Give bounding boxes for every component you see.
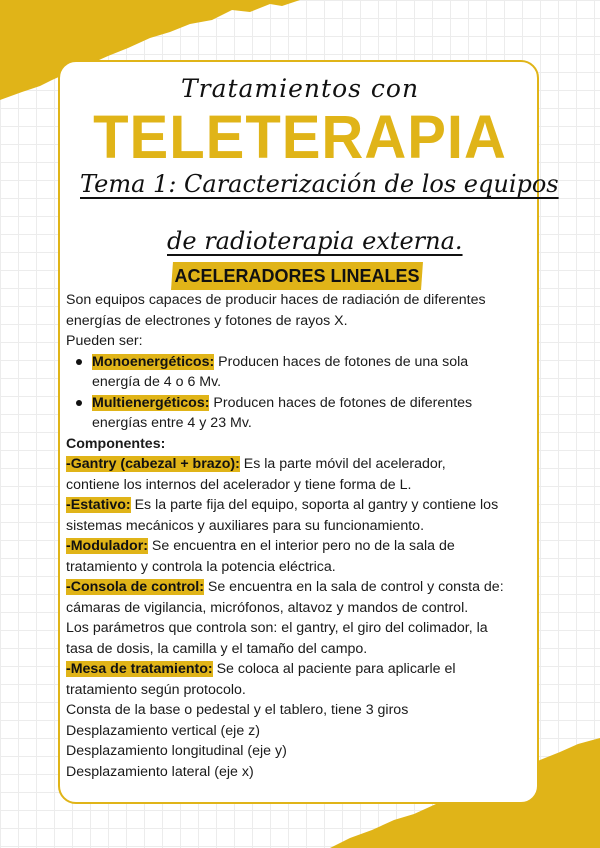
component-entry [66, 659, 536, 680]
component-entry [66, 495, 536, 516]
definition-text: Se encuentra en el interior pero no de la sala de [147, 538, 455, 554]
definition-text: Es la parte fija del equipo, soporta al gantry y contiene los [130, 497, 499, 513]
definition-line: Desplazamiento vertical (eje z) [66, 722, 260, 739]
term-highlight: -Gantry (cabezal + brazo): [66, 456, 240, 472]
kicker-text: Tratamientos con [180, 74, 420, 103]
definition-line: Los parámetros que controla son: el gantry, el giro del colimador, la [66, 620, 488, 636]
definition-line: Desplazamiento lateral (eje x) [66, 763, 254, 780]
term-highlight: -Mesa de tratamiento: [66, 661, 213, 677]
list-item [88, 352, 536, 393]
intro-line: energías de electrones y fotones de rayos X. [66, 312, 348, 329]
term-highlight: Monoenergéticos: [92, 353, 215, 370]
definition-text: Es la parte móvil del acelerador, [239, 456, 446, 472]
definition-line: tasa de dosis, la camilla y el tamaño del campo. [66, 640, 368, 657]
types-label: Pueden ser: [66, 333, 143, 349]
term-highlight: Multienergéticos: [92, 394, 210, 411]
definition-line: sistemas mecánicos y auxiliares para su funcionamiento. [66, 517, 425, 534]
term-highlight: -Estativo: [66, 497, 131, 513]
definition-text: Producen haces de fotones de una sola [214, 353, 469, 370]
body-text [66, 290, 536, 782]
definition-line: contiene los internos del acelerador y tiene forma de L. [66, 476, 412, 493]
definition-line: cámaras de vigilancia, micrófonos, altavoz y mandos de control. [66, 599, 469, 616]
definition-text: energías entre 4 y 23 Mv. [92, 415, 252, 431]
definition-line: Desplazamiento longitudinal (eje y) [66, 743, 287, 759]
definition-line: tratamiento según protocolo. [66, 681, 246, 698]
list-item [88, 393, 536, 434]
definition-text: Producen haces de fotones de diferentes [209, 394, 473, 411]
topic-title-line-1: Tema 1: Caracterización de los equipos [80, 170, 559, 198]
definition-text: Se coloca al paciente para aplicarle el [212, 661, 456, 677]
components-label: Componentes: [66, 435, 166, 452]
section-heading-label: ACELERADORES LINEALES [174, 266, 420, 286]
topic-title-line-2: de radioterapia externa. [167, 227, 463, 255]
component-entry [66, 536, 536, 557]
types-list [66, 352, 536, 434]
intro-line: Son equipos capaces de producir haces de radiación de diferentes [66, 292, 486, 308]
page-title: TELETERAPIA [93, 103, 507, 172]
definition-line: Consta de la base o pedestal y el tablero, tiene 3 giros [66, 702, 409, 718]
section-heading [171, 262, 423, 290]
definition-line: tratamiento y controla la potencia eléctrica. [66, 558, 336, 575]
component-entry [66, 454, 536, 475]
term-highlight: -Consola de control: [66, 579, 204, 595]
definition-text: Se encuentra en la sala de control y consta de: [203, 579, 504, 595]
term-highlight: -Modulador: [66, 538, 148, 554]
component-entry [66, 577, 536, 598]
definition-text: energía de 4 o 6 Mv. [92, 374, 222, 390]
